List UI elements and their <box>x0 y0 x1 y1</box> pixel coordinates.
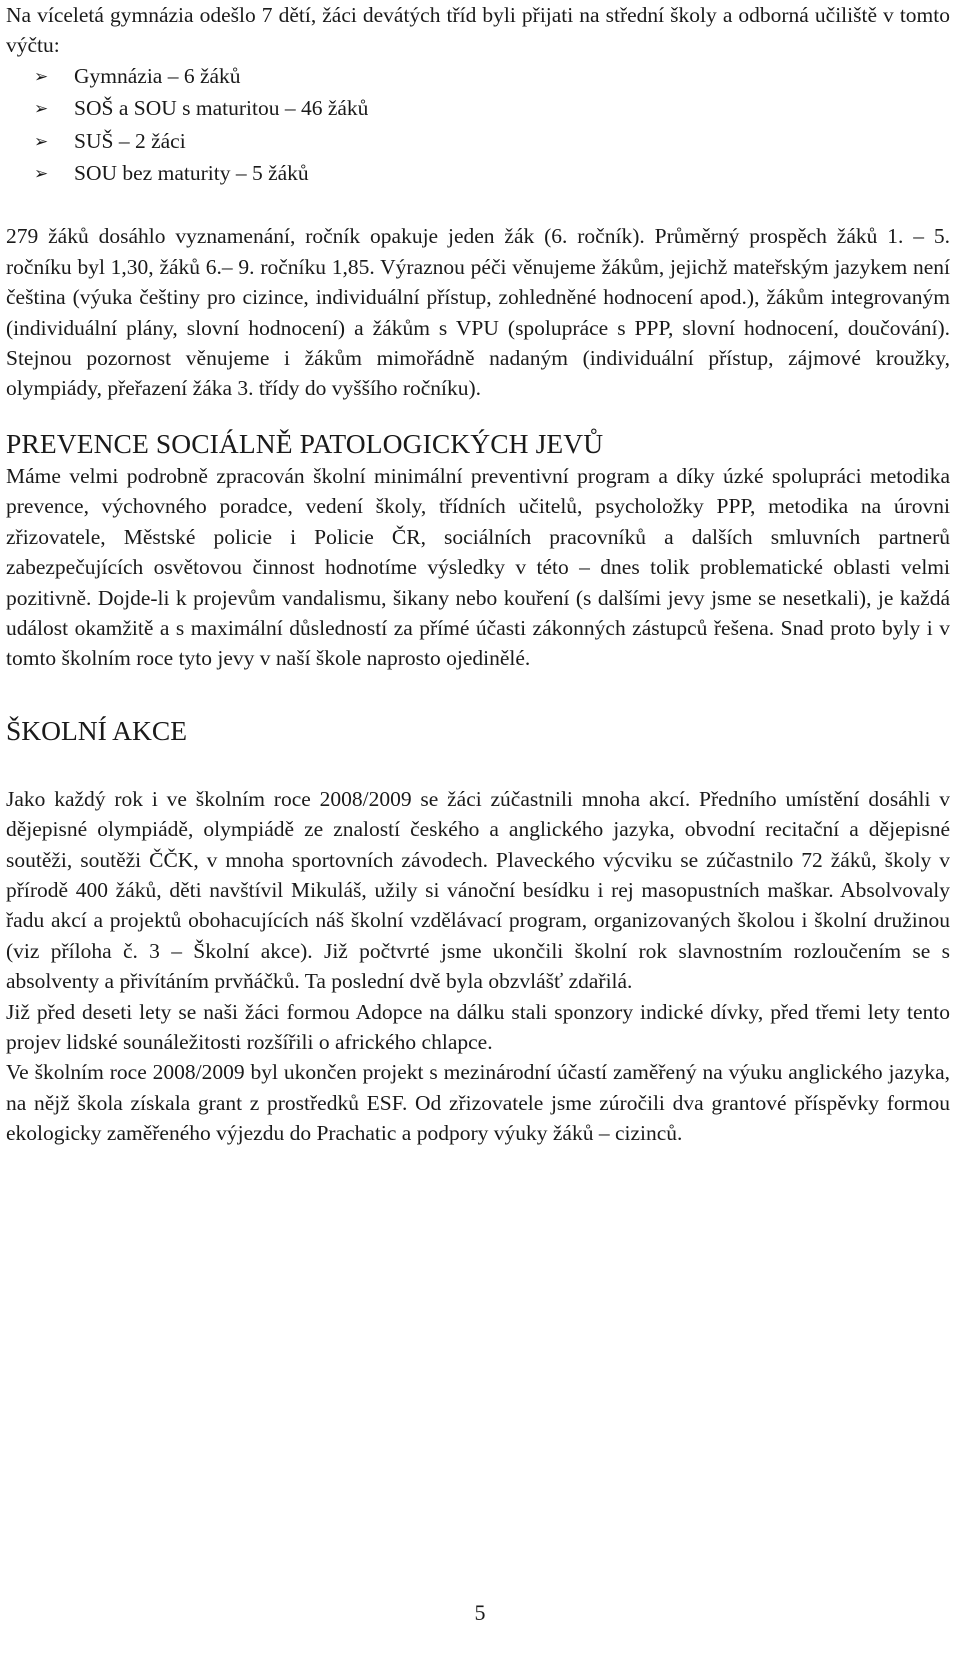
akce-paragraph-3: Ve školním roce 2008/2009 byl ukončen projekt s mezinárodní účastí zaměřený na výuku anglického jazyka, na nějž škola získala grant z prostředků ESF. Od zřizovatele jsme zúročili dva grantové příspěvky formou ekologicky zaměřeného výjezdu do Prachatic a podpory výuky žáků – cizinců. <box>6 1060 950 1146</box>
intro-paragraph: Na víceletá gymnázia odešlo 7 dětí, žáci devátých tříd byli přijati na střední školy a odborná učiliště v tomto výčtu: <box>6 3 950 58</box>
list-item <box>34 126 950 158</box>
arrow-bullet-icon: ➢ <box>34 66 49 87</box>
list-item-text: SUŠ – 2 žáci <box>74 128 186 153</box>
section-heading-prevence: PREVENCE SOCIÁLNĚ PATOLOGICKÝCH JEVŮ <box>6 427 604 459</box>
list-item-text: Gymnázia – 6 žáků <box>74 63 241 88</box>
arrow-bullet-icon: ➢ <box>34 164 49 185</box>
document-page <box>6 0 950 1149</box>
section-heading-akce: ŠKOLNÍ AKCE <box>6 714 188 746</box>
spacer <box>6 748 950 784</box>
results-paragraph: 279 žáků dosáhlo vyznamenání, ročník opakuje jeden žák (6. ročník). Průměrný prospěch žáků 1. – 5. ročníku byl 1,30, žáků 6.– 9. ročníku 1,85. Výraznou péči věnujeme žákům, jejichž mateřským jazykem není čeština (výuka češtiny pro cizince, individuální přístup, zohledněné hodnocení apod.), žákům integrovaným (individuální plány, slovní hodnocení) a žákům s VPU (spolupráce s PPP, slovní hodnocení, doučování). Stejnou pozornost věnujeme i žákům mimořádně nadaným (individuální přístup, zájmové kroužky, olympiády, přeřazení žáka 3. třídy do vyššího ročníku). <box>6 224 950 401</box>
list-item-text: SOU bez maturity – 5 žáků <box>74 161 309 186</box>
list-item <box>34 93 950 125</box>
akce-paragraph-1: Jako každý rok i ve školním roce 2008/2009 se žáci zúčastnili mnoha akcí. Předního umístění dosáhli v dějepisné olympiádě, olympiádě ze znalostí českého a anglického jazyka, obvodní recitační a dějepisné soutěži, soutěži ČČK, v mnoha sportovních závodech. Plaveckého výcviku se zúčastnilo 72 žáků, školy v přírodě 400 žáků, děti navštívil Mikuláš, užily si vánoční besídku i rej masopustních maškar. Absolvovaly řadu akcí a projektů obohacujících náš školní vzdělávací program, organizovaných školou i školní družinou (viz příloha č. 3 – Školní akce). Již počtvrté jsme ukončili školní rok slavnostním rozloučením se s absolventy a přivítáním prvňáčků. Ta poslední dvě byla obzvlášť zdařilá. <box>6 786 950 994</box>
akce-paragraph-2: Již před deseti lety se naši žáci formou Adopce na dálku stali sponzory indické dívky, před třemi lety tento projev lidské sounáležitosti rozšířili o afrického chlapce. <box>6 999 950 1054</box>
arrow-bullet-icon: ➢ <box>34 99 49 120</box>
page-number: 5 <box>474 1600 486 1625</box>
spacer <box>6 190 950 221</box>
list-item-text: SOŠ a SOU s maturitou – 46 žáků <box>74 96 369 121</box>
list-item <box>34 61 950 93</box>
prevence-paragraph: Máme velmi podrobně zpracován školní minimální preventivní program a díky úzké spolupráci metodika prevence, výchovného poradce, vedení školy, třídních učitelů, psycholožky PPP, metodika na úrovni zřizovatele, Městské policie i Policie ČR, sociálních pracovníků a dalších smluvních partnerů zabezpečujících osvětovou činnost hodnotíme výsledky v této – dnes tolik problematické oblasti velmi pozitivně. Dojde-li k projevům vandalismu, šikany nebo kouření (s dalšími jevy jsme se nesetkali), je každá událost okamžitě a s maximální důsledností za přímé účasti zákonných zástupců řešena. Snad proto byly i v tomto školním roce tyto jevy v naší škole naprosto ojedinělé. <box>6 463 950 671</box>
list-item <box>34 158 950 190</box>
school-admission-list <box>6 61 950 191</box>
arrow-bullet-icon: ➢ <box>34 131 49 152</box>
